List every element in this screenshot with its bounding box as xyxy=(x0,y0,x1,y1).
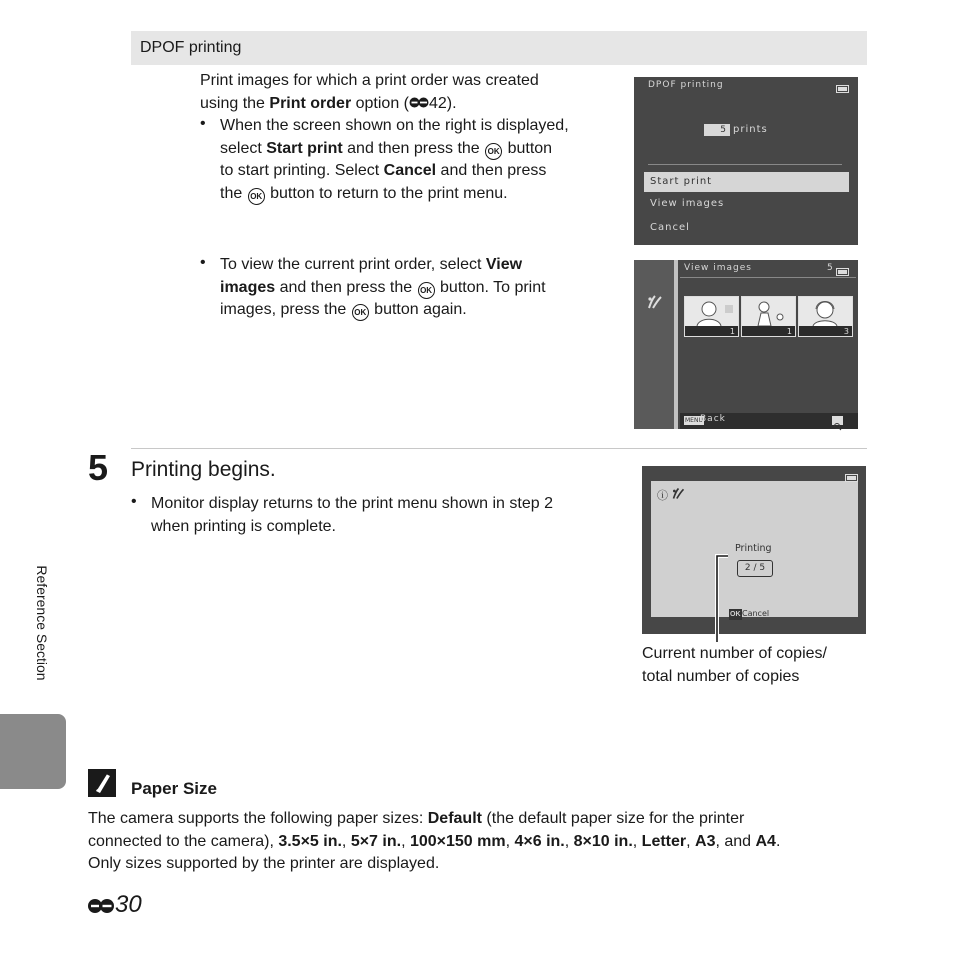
ok-key-icon: OK xyxy=(730,611,741,618)
section-tab xyxy=(0,714,66,789)
printer-connection-icon xyxy=(646,293,664,311)
intro-line-2: using the Print order option ( 42). xyxy=(200,94,457,112)
print-count: 1 xyxy=(786,327,793,336)
section-header-bar xyxy=(131,31,867,65)
step-number: 5 xyxy=(88,447,109,488)
note-title: Paper Size xyxy=(131,779,217,798)
prints-label: prints xyxy=(733,124,768,135)
print-count: 1 xyxy=(729,327,736,336)
camera-screen-view-images xyxy=(634,260,858,429)
ok-button-icon: OK xyxy=(418,282,435,299)
printing-status: Printing xyxy=(735,543,772,554)
intro-line-1: Print images for which a print order was created xyxy=(200,72,539,89)
thumbnail-1[interactable] xyxy=(684,296,739,337)
screen-title: DPOF printing xyxy=(648,80,724,90)
intro-paragraph xyxy=(200,70,539,115)
thumbnail-3[interactable] xyxy=(798,296,853,337)
printer-connection-icon xyxy=(671,486,686,501)
print-count: 3 xyxy=(843,327,850,336)
side-panel-edge xyxy=(674,260,678,429)
side-label: Reference Section xyxy=(34,565,50,681)
menu-key-icon: MENU xyxy=(685,417,703,424)
note-body: The camera supports the following paper sizes: Default (the default paper size for the printer connected to the camera), 3.5×5 in., 5×7 in., 100×150 mm, 4×6 in., 8×10 in., Letter, A3, and A4. Only sizes supported by the printer are displayed. xyxy=(88,810,781,873)
step-title: Printing begins. xyxy=(131,458,276,481)
menu-item-view-images[interactable]: View images xyxy=(650,198,725,209)
battery-icon xyxy=(845,474,858,482)
ok-button-icon: OK xyxy=(485,143,502,160)
page-number: 30 xyxy=(115,891,142,918)
divider xyxy=(648,164,842,165)
battery-icon xyxy=(836,268,849,276)
back-label[interactable]: Back xyxy=(700,414,726,424)
e-reference-icon xyxy=(88,898,114,914)
cancel-label[interactable]: Cancel xyxy=(742,609,770,618)
ok-button-icon: OK xyxy=(352,304,369,321)
section-title: DPOF printing xyxy=(140,39,242,56)
copies-progress: 2 / 5 xyxy=(737,560,773,577)
screen-title: View images xyxy=(684,263,752,273)
warning-icon: ⓘ xyxy=(657,489,668,502)
side-panel xyxy=(634,260,676,429)
divider xyxy=(680,277,856,278)
callout-text: Current number of copies/ total number of copies xyxy=(642,645,827,685)
thumbnail-2[interactable] xyxy=(741,296,796,337)
camera-screen-dpof xyxy=(634,77,858,245)
note-icon xyxy=(88,769,116,797)
e-reference-icon xyxy=(409,93,429,104)
menu-item-start-print[interactable]: Start print xyxy=(650,176,713,187)
callout-line xyxy=(700,540,760,650)
image-count: 5 xyxy=(827,263,834,273)
battery-icon xyxy=(836,85,849,93)
prints-value: 5 xyxy=(704,124,730,136)
ok-button-icon: OK xyxy=(248,188,265,205)
section-divider xyxy=(131,448,867,449)
menu-item-cancel[interactable]: Cancel xyxy=(650,222,690,233)
zoom-icon xyxy=(832,416,843,425)
